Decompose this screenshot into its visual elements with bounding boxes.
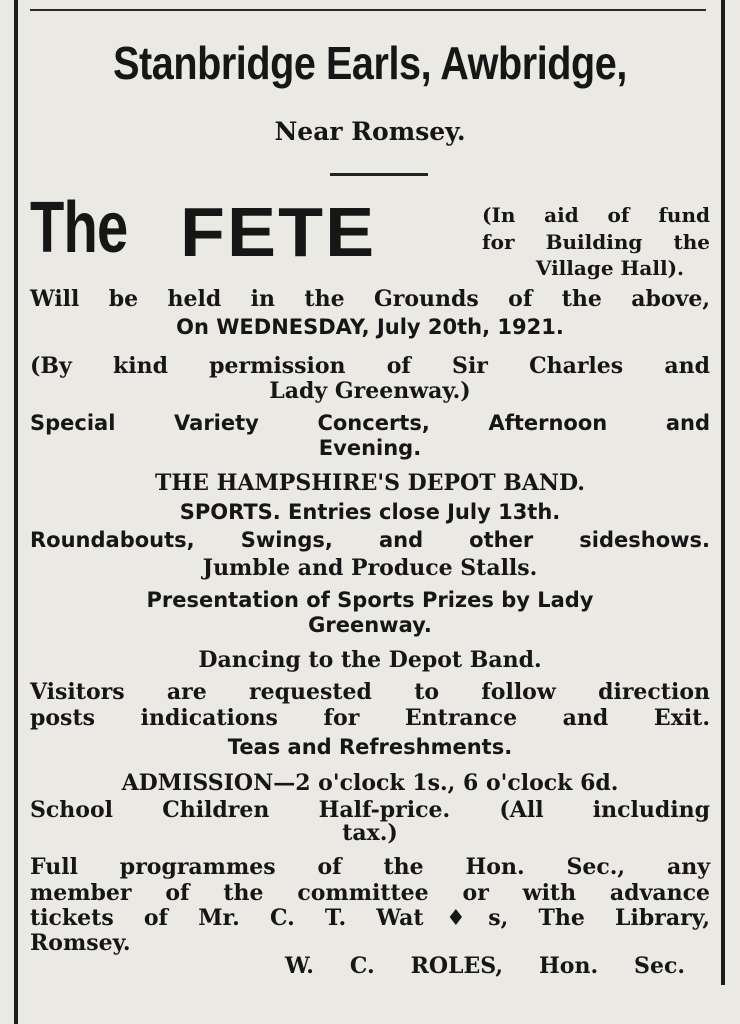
top-rule bbox=[30, 9, 706, 11]
aid-note-line-2: for Building the bbox=[482, 230, 710, 254]
body-line: tickets of Mr. C. T. Wat♦s, The Library, bbox=[30, 905, 710, 931]
body-line: Greenway. bbox=[308, 613, 432, 637]
body-line: Special Variety Concerts, Afternoon and bbox=[30, 411, 710, 435]
admission-line: ADMISSION—2 o'clock 1s., 6 o'clock 6d. bbox=[121, 770, 619, 796]
body-line: Evening. bbox=[318, 436, 422, 460]
masthead: Stanbridge Earls, Awbridge, bbox=[113, 37, 627, 89]
sports-line: SPORTS. Entries close July 13th. bbox=[179, 500, 561, 524]
aid-note-line-1: (In aid of fund bbox=[482, 203, 710, 227]
body-line: Full programmes of the Hon. Sec., any bbox=[30, 854, 710, 880]
left-column-rule bbox=[14, 0, 18, 1024]
body-line: Lady Greenway.) bbox=[269, 378, 471, 404]
body-line: Visitors are requested to follow direction bbox=[30, 679, 710, 705]
band-line: THE HAMPSHIRE'S DEPOT BAND. bbox=[155, 470, 585, 496]
body-line: Romsey. bbox=[30, 930, 131, 956]
title-fete: FETE bbox=[180, 193, 377, 271]
body-line: Roundabouts, Swings, and other sideshows. bbox=[30, 528, 710, 552]
body-line: Jumble and Produce Stalls. bbox=[202, 555, 538, 581]
short-divider bbox=[330, 173, 428, 176]
body-line: Presentation of Sports Prizes by Lady bbox=[146, 588, 594, 612]
subtitle: Near Romsey. bbox=[274, 117, 466, 146]
body-line: posts indications for Entrance and Exit. bbox=[30, 705, 710, 731]
body-line: (By kind permission of Sir Charles and bbox=[30, 353, 710, 379]
body-line: tax.) bbox=[342, 820, 398, 846]
body-line: Teas and Refreshments. bbox=[227, 735, 513, 759]
signature: W. C. ROLES, Hon. Sec. bbox=[285, 953, 685, 979]
date-line: On WEDNESDAY, July 20th, 1921. bbox=[176, 315, 564, 339]
body-line: School Children Half-price. (All including bbox=[30, 797, 710, 823]
aid-note-line-3: Village Hall). bbox=[535, 256, 684, 280]
title-the: The bbox=[30, 188, 128, 268]
right-column-rule bbox=[721, 0, 725, 985]
body-line: Dancing to the Depot Band. bbox=[198, 647, 542, 673]
body-line: member of the committee or with advance bbox=[30, 880, 710, 906]
body-line: Will be held in the Grounds of the above, bbox=[30, 286, 710, 312]
